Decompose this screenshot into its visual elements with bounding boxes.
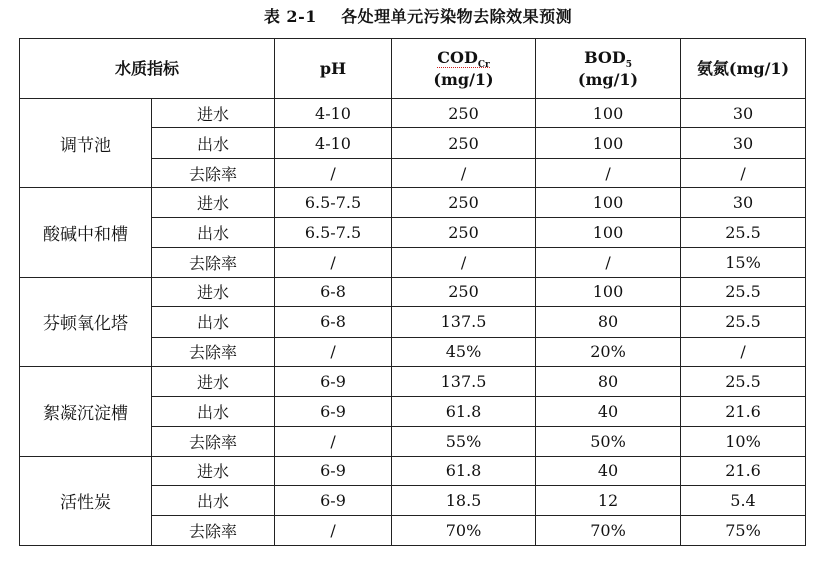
cod-cell: 250: [392, 188, 536, 217]
cod-cell: 45%: [392, 337, 536, 366]
ph-cell: /: [275, 427, 392, 456]
pollutant-removal-table: [19, 38, 806, 546]
nh3-cell: 15%: [681, 248, 806, 277]
nh3-cell: 30: [681, 188, 806, 217]
row-type: 去除率: [152, 427, 275, 456]
ph-cell: /: [275, 248, 392, 277]
row-type: 去除率: [152, 248, 275, 277]
cod-cell: 250: [392, 277, 536, 306]
bod-cell: 80: [536, 307, 681, 337]
bod-cell: 40: [536, 456, 681, 485]
cod-cell: 137.5: [392, 307, 536, 337]
unit-name: 絮凝沉淀槽: [20, 367, 152, 456]
bod-cell: 20%: [536, 337, 681, 366]
cod-cell: 70%: [392, 516, 536, 546]
header-cod-main: COD: [437, 47, 478, 67]
bod-cell: 100: [536, 277, 681, 306]
row-type: 出水: [152, 307, 275, 337]
row-type: 去除率: [152, 158, 275, 187]
header-bod: [536, 39, 681, 99]
nh3-cell: 10%: [681, 427, 806, 456]
bod-cell: 70%: [536, 516, 681, 546]
row-type: 出水: [152, 396, 275, 426]
nh3-cell: 21.6: [681, 396, 806, 426]
bod-cell: /: [536, 158, 681, 187]
cod-cell: /: [392, 158, 536, 187]
row-type: 进水: [152, 367, 275, 396]
bod-cell: 100: [536, 128, 681, 158]
ph-cell: 6-9: [275, 396, 392, 426]
bod-cell: /: [536, 248, 681, 277]
header-bod-unit: (mg/1): [577, 69, 639, 89]
cod-cell: 250: [392, 217, 536, 247]
unit-name: 调节池: [20, 99, 152, 188]
cod-cell: 250: [392, 128, 536, 158]
unit-name: 芬顿氧化塔: [20, 277, 152, 366]
row-type: 进水: [152, 188, 275, 217]
cod-cell: 55%: [392, 427, 536, 456]
bod-cell: 100: [536, 188, 681, 217]
row-type: 出水: [152, 485, 275, 515]
nh3-cell: 25.5: [681, 307, 806, 337]
ph-cell: 6-9: [275, 456, 392, 485]
row-type: 进水: [152, 99, 275, 128]
header-cod: [392, 39, 536, 99]
row-type: 出水: [152, 217, 275, 247]
bod-cell: 40: [536, 396, 681, 426]
cod-cell: 61.8: [392, 396, 536, 426]
table-row: [20, 367, 806, 396]
nh3-cell: /: [681, 158, 806, 187]
header-row: [20, 39, 806, 99]
ph-cell: /: [275, 337, 392, 366]
unit-name: 活性炭: [20, 456, 152, 546]
ph-cell: /: [275, 158, 392, 187]
row-type: 去除率: [152, 337, 275, 366]
cod-cell: /: [392, 248, 536, 277]
bod-cell: 100: [536, 99, 681, 128]
table-row: [20, 277, 806, 306]
ph-cell: 4-10: [275, 128, 392, 158]
ph-cell: /: [275, 516, 392, 546]
table-caption: 表 2-1 各处理单元污染物去除效果预测: [263, 7, 573, 26]
bod-cell: 80: [536, 367, 681, 396]
bod-cell: 50%: [536, 427, 681, 456]
bod-cell: 12: [536, 485, 681, 515]
header-indicator: 水质指标: [20, 39, 275, 99]
nh3-cell: 30: [681, 128, 806, 158]
ph-cell: 6-8: [275, 277, 392, 306]
table-row: [20, 456, 806, 485]
ph-cell: 4-10: [275, 99, 392, 128]
header-cod-sub: Cr: [477, 59, 490, 70]
ph-cell: 6-8: [275, 307, 392, 337]
nh3-cell: 5.4: [681, 485, 806, 515]
cod-cell: 250: [392, 99, 536, 128]
nh3-cell: 75%: [681, 516, 806, 546]
table-row: [20, 99, 806, 128]
header-nh3: 氨氮(mg/1): [681, 39, 806, 99]
row-type: 出水: [152, 128, 275, 158]
nh3-cell: 25.5: [681, 367, 806, 396]
nh3-cell: 21.6: [681, 456, 806, 485]
bod-cell: 100: [536, 217, 681, 247]
row-type: 去除率: [152, 516, 275, 546]
header-bod-main: BOD: [584, 47, 626, 67]
cod-cell: 61.8: [392, 456, 536, 485]
header-cod-unit: (mg/1): [433, 69, 494, 89]
row-type: 进水: [152, 277, 275, 306]
ph-cell: 6.5-7.5: [275, 188, 392, 217]
row-type: 进水: [152, 456, 275, 485]
nh3-cell: 30: [681, 99, 806, 128]
ph-cell: 6.5-7.5: [275, 217, 392, 247]
nh3-cell: /: [681, 337, 806, 366]
nh3-cell: 25.5: [681, 217, 806, 247]
unit-name: 酸碱中和槽: [20, 188, 152, 277]
nh3-cell: 25.5: [681, 277, 806, 306]
cod-cell: 18.5: [392, 485, 536, 515]
header-bod-sub: 5: [625, 59, 632, 70]
ph-cell: 6-9: [275, 485, 392, 515]
table-row: [20, 188, 806, 217]
header-ph: pH: [275, 39, 392, 99]
table-body: [20, 99, 806, 546]
ph-cell: 6-9: [275, 367, 392, 396]
cod-cell: 137.5: [392, 367, 536, 396]
